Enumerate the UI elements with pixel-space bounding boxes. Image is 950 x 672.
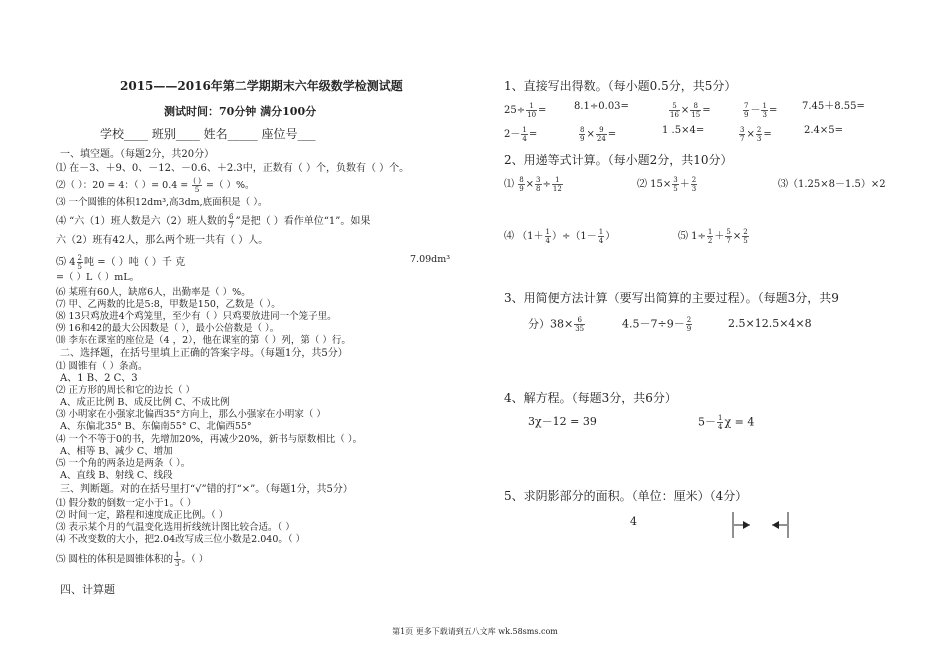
oral-calc-item: 8.1÷0.03= [574, 101, 629, 112]
oral-calc-item: 2.4×5= [804, 125, 844, 136]
fraction: $\frac{3}{7}$ [740, 126, 745, 143]
fraction: $\frac{1}{10}$ [527, 102, 537, 119]
question-1-9: ⑼ 16和42的最大公因数是（ ），最小公倍数是（ ）。 [56, 323, 280, 334]
section-4-title: 四、计算题 [60, 583, 115, 596]
question-1-6: ⑹ 某班有60人，缺席6人，出勤率是（ ）%。 [56, 287, 251, 298]
oral-calc-item: $\frac{7}{9}$ － $\frac{1}{3}$ = [744, 102, 778, 119]
shaded-area-diagram [730, 510, 790, 540]
fraction: $\frac{2}{3}$ [756, 126, 762, 143]
r4-equation-1: 3χ－12 = 39 [528, 415, 597, 428]
fraction: $\frac{8}{15}$ [691, 102, 701, 119]
choice-3-options: A、东偏北35° B、东偏南55° C、北偏西55° [60, 421, 252, 432]
section-2-title: 二、选择题，在括号里填上正确的答案字母。（每题1分，共5分） [60, 348, 348, 359]
judge-3: ⑶ 表示某个月的气温变化选用折线统计图比较合适。（ ） [56, 522, 295, 533]
r2-q1: ⑴ $\frac{8}{9}$ × $\frac{3}{8}$ ÷ $\frac{1}{12}$ [504, 176, 562, 193]
question-1-3: ⑶ 一个圆锥的体积12dm³,高3dm,底面积是（ ）。 [56, 197, 268, 208]
question-1-8: ⑻ 13只鸡放进4个鸡笼里，至少有（ ）只鸡要放进同一个笼子里。 [56, 311, 337, 322]
r5-dimension-label: 4 [630, 515, 637, 528]
r2-title: 2、用递等式计算。（每小题2分，共10分） [504, 153, 733, 167]
left-arrow-icon [772, 521, 779, 529]
exam-subtitle: 测试时间：70分钟 满分100分 [164, 105, 317, 118]
section-1-title: 一、填空题。（每题2分，共20分） [60, 149, 215, 160]
judge-4: ⑷ 不改变数的大小，把2.04改写成三位小数是2.040。（ ） [56, 534, 306, 545]
page-footer: 第1页 更多下载请到五八文库 wk.58sms.com [392, 627, 558, 636]
question-1-2: ⑵（ ）：20 = 4：（ ）= 0.4 = ( ) 5 =（ ）%。 [56, 177, 255, 194]
exam-title: 2015——2016年第二学期期末六年级数学检测试题 [120, 79, 403, 93]
fraction: $\frac{5}{16}$ [670, 102, 679, 119]
question-1-4-cont: 六（2）班有42人，那么两个班一共有（ ）人。 [56, 235, 269, 246]
student-info-line: 学校____ 班别____ 姓名_____ 座位号___ [100, 127, 316, 141]
r2-q2: ⑵ 15× $\frac{3}{5}$ ＋ $\frac{2}{3}$ [637, 176, 697, 193]
oral-calc-item: 7.45＋8.55= [802, 101, 865, 112]
oral-calc-item: 1 .5×4= [662, 125, 705, 136]
question-1-7: ⑺ 甲、乙两数的比是5:8，甲数是150，乙数是（ ）。 [56, 299, 281, 310]
oral-calc-item: $\frac{8}{9}$ × $\frac{9}{24}$ = [580, 126, 617, 143]
question-1-10: ⑽ 李东在课室的座位是（4 ，2），他在课室的第（ ）列，第（ ）行。 [56, 335, 351, 346]
fraction: $\frac{1}{3}$ [762, 102, 767, 119]
oral-calc-item: $\frac{5}{16}$ × $\frac{8}{15}$ = [670, 102, 711, 119]
oral-calc-item: $\frac{3}{7}$ × $\frac{2}{3}$ = [740, 126, 772, 143]
r2-q5: ⑸ 1÷ $\frac{1}{2}$ ＋ $\frac{5}{7}$ × $\frac{2}{5}$ [678, 228, 748, 245]
fraction: $\frac{7}{9}$ [744, 102, 749, 119]
r3-expr-1: 分）38× $\frac{6}{35}$ [528, 316, 585, 333]
section-3-title: 三、判断题。对的在括号里打“√”错的打“×”。（每题1分，共5分） [60, 484, 353, 495]
r1-title: 1、直接写出得数。（每小题0.5分，共5分） [504, 79, 737, 93]
r1-row-1 [504, 100, 924, 122]
question-1-5-cont: =（ ）L（ ）mL。 [56, 272, 140, 283]
question-1-5-volume: 7.09dm³ [410, 254, 451, 265]
r2-q3: ⑶（1.25×8－1.5）×2 [778, 179, 886, 190]
r5-title: 5、求阴影部分的面积。（单位：厘米）（4分） [504, 489, 748, 503]
choice-5-options: A、直线 B、射线 C、线段 [60, 470, 173, 481]
choice-2: ⑵ 正方形的周长和它的边长（ ） [56, 385, 196, 396]
oral-calc-item: 2－ $\frac{1}{4}$ = [504, 126, 538, 143]
choice-4-options: A、相等 B、减少 C、增加 [60, 446, 173, 457]
choice-2-options: A、成正比例 B、成反比例 C、不成比例 [60, 397, 230, 408]
choice-4: ⑷ 一个不等于0的书，先增加20%，再减少20%，新书与原数相比（ ）。 [56, 434, 363, 445]
r2-q4: ⑷ （1＋ $\frac{1}{4}$ ）÷（1－ $\frac{1}{4}$ ） [504, 228, 616, 245]
judge-5: ⑸ 圆柱的体积是圆锥体积的 $\frac{1}{3}$ 。（ ） [56, 551, 209, 568]
question-1-4: ⑷ “六（1）班人数是六（2）班人数的 $\frac{6}{7}$ ”是把（ ）看作单位“1”。如果 [56, 213, 371, 230]
choice-3: ⑶ 小明家在小强家北偏西35°方向上，那么小强家在小明家（ ） [56, 409, 326, 420]
r3-expr-3: 2.5×12.5×4×8 [728, 317, 812, 330]
judge-1: ⑴ 假分数的倒数一定小于1。（ ） [56, 498, 197, 509]
judge-2: ⑵ 时间一定，路程和速度成正比例。（ ） [56, 510, 229, 521]
question-1-1: ⑴ 在－3、＋9、0、－12、－0.6、＋2.3中，正数有（ ）个，负数有（ ）个。 [56, 163, 410, 174]
question-1-5: ⑸ 4 $\frac{2}{5}$ 吨 =（ ）吨（ ）千 克 [56, 254, 186, 271]
r4-equation-2: 5－ $\frac{1}{4}$ χ = 4 [698, 414, 755, 431]
choice-1: ⑴ 圆锥有（ ）条高。 [56, 361, 148, 372]
choice-1-options: A、1 B、2 C、3 [60, 373, 138, 384]
r3-expr-2: 4.5－7÷9－ $\frac{2}{9}$ [622, 316, 692, 333]
choice-5: ⑸ 一个角的两条边是两条（ ）。 [56, 458, 191, 469]
r4-title: 4、解方程。（每题3分，共6分） [504, 391, 677, 405]
oral-calc-item: 25÷ $\frac{1}{10}$ = [504, 102, 547, 119]
right-arrow-icon [743, 521, 750, 529]
fraction: $\frac{8}{9}$ [580, 126, 585, 143]
r3-title: 3、用简便方法计算（要写出简算的主要过程）。（每题3分，共9 [504, 291, 839, 305]
r1-row-2 [504, 124, 924, 146]
fraction: $\frac{1}{4}$ [522, 126, 527, 143]
fraction: $\frac{9}{24}$ [596, 126, 606, 143]
